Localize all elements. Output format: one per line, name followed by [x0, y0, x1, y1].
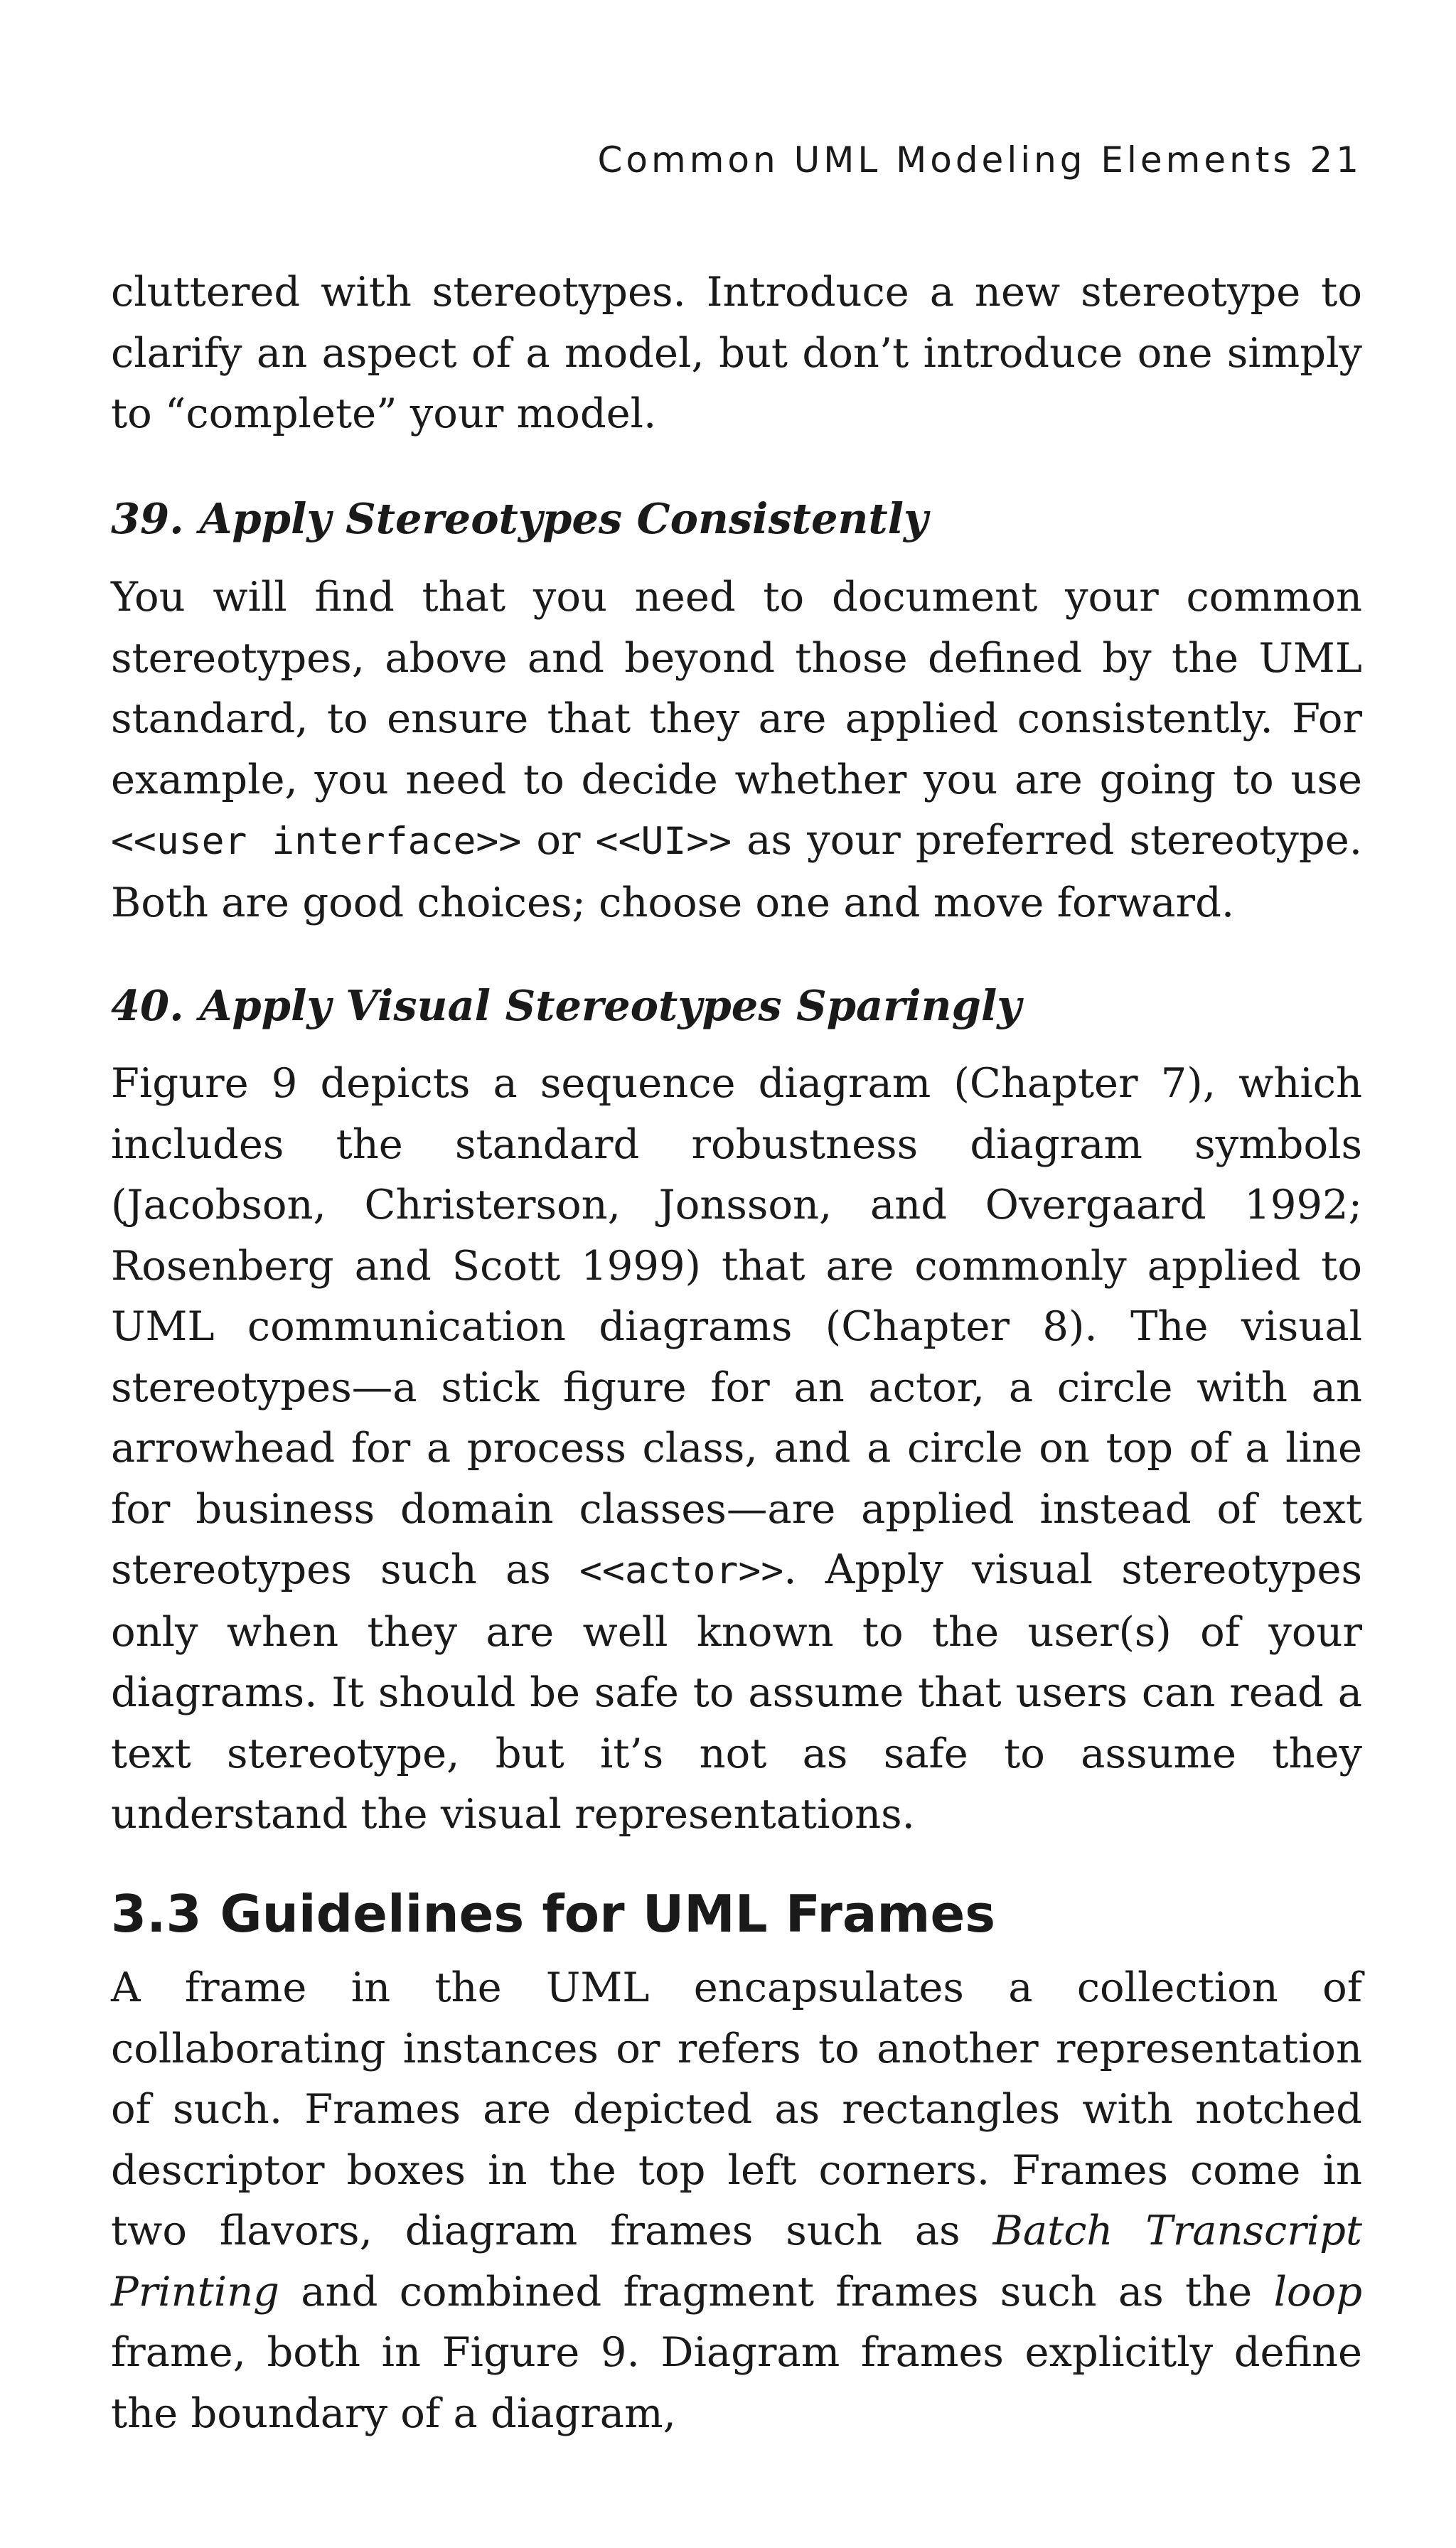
guideline-39-title: Apply Stereotypes Consistently: [199, 494, 928, 543]
guideline-39-text-2: or: [521, 816, 596, 864]
code-ui: <<UI>>: [595, 820, 732, 863]
section-3-3-paragraph: [111, 1957, 1362, 2443]
section-3-3-number: 3.3: [111, 1884, 202, 1944]
guideline-40-paragraph: [111, 1053, 1362, 1845]
italic-loop: loop: [1273, 2267, 1362, 2316]
guideline-40-title: Apply Visual Stereotypes Sparingly: [199, 981, 1022, 1030]
code-actor: <<actor>>: [579, 1549, 784, 1592]
guideline-39-number: 39.: [111, 494, 184, 543]
code-user-interface: <<user interface>>: [111, 820, 522, 863]
italic-batch-transcript-printing: Batch Transcript Printing: [111, 2207, 1363, 2316]
guideline-39-text-3: as your preferred stereotype. Both are good choices; choose one and move forward.: [111, 816, 1363, 926]
guideline-40-heading: [111, 978, 1022, 1034]
guideline-40-text-1: Figure 9 depicts a sequence diagram (Chapter 7), which includes the standard robustness diagram symbols (Jacobson, Christerson, Jonsson, and Overgaard 1992; Rosenberg and Scott 1999) that are commonly applied to UML communication diagrams (Chapter 8). The visual stereotypes—a stick figure for an actor, a circle with an arrowhead for a process class, and a circle on top of a line for business domain classes—are applied instead of text stereotypes such as: [111, 1059, 1362, 1593]
guideline-39-paragraph: [111, 567, 1362, 933]
section-3-3-title: Guidelines for UML Frames: [220, 1884, 996, 1944]
section-3-3-text-3: frame, both in Figure 9. Diagram frames explicitly define the boundary of a diagram,: [111, 2328, 1362, 2437]
section-3-3-text-1: A frame in the UML encapsulates a collection of collaborating instances or refers to another representation of such. Frames are depicted as rectangles with notched descriptor boxes in the top left corners. Frames come in two flavors, diagram frames such as: [111, 1964, 1362, 2254]
guideline-39-heading: [111, 491, 928, 547]
section-3-3-heading: [111, 1882, 995, 1946]
paragraph-intro: cluttered with stereotypes. Introduce a new stereotype to clarify an aspect of a model, but don’t introduce one simply to “complete” your model.: [111, 268, 1362, 437]
section-3-3-text-2: and combined fragment frames such as the: [279, 2267, 1274, 2316]
guideline-39-text-1: You will find that you need to document your common stereotypes, above and beyond those defined by the UML standard, to ensure that they are applied consistently. For example, you need to decide whether you are going to use: [111, 573, 1362, 803]
guideline-40-number: 40.: [111, 981, 184, 1030]
running-head: Common UML Modeling Elements 21: [597, 139, 1362, 181]
guideline-40-text-2: . Apply visual stereotypes only when they are well known to the user(s) of your diagrams. It should be safe to assume that users can read a text stereotype, but it’s not as safe to assume they understand the visual representations.: [111, 1546, 1362, 1838]
